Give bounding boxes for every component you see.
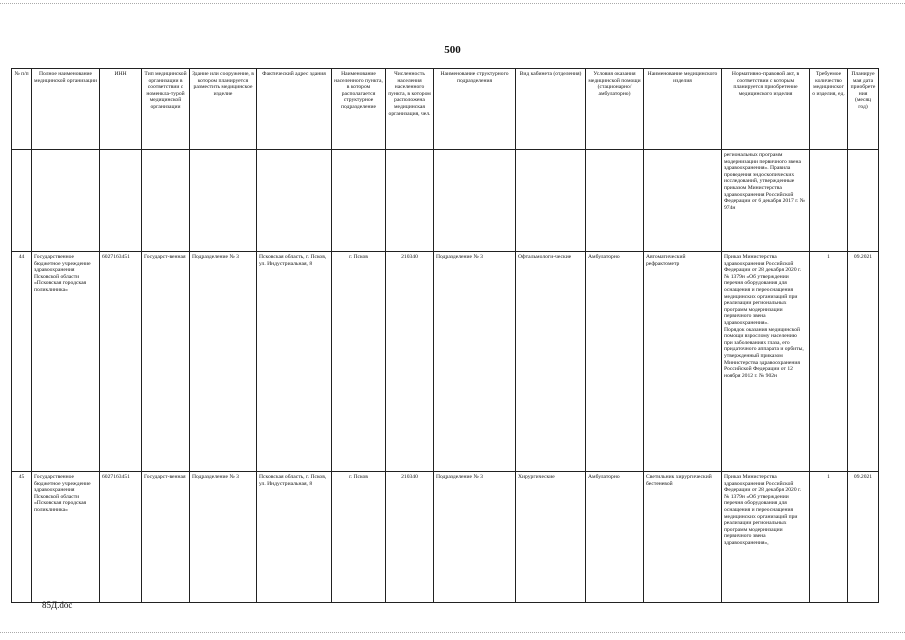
col-header-org: Полное наименование медицинской организации <box>32 69 100 150</box>
legal-act-part-1: Приказ Министерства здравоохранения Российской Федерации от 28 декабря 2020 г. № 1379н «Об утверждении перечня оборудования для оснащения и переоснащения медицинских организаций при реализации региональных программ модернизации первичного звена здравоохранения». <box>724 254 802 326</box>
cell-device: Светильник хирургический бестеневой <box>644 472 722 603</box>
cell-population: 210340 <box>386 252 434 472</box>
cell-legal-act <box>722 472 810 603</box>
cell-type: Государст-венная <box>142 472 190 603</box>
cell-locality: г. Псков <box>332 252 386 472</box>
cell-address: Псковская область, г. Псков, ул. Индустриальная, 8 <box>257 252 332 472</box>
scan-edge-bottom <box>0 632 905 634</box>
cell-num: 44 <box>12 252 32 472</box>
col-header-address: Фактический адрес здания <box>257 69 332 150</box>
footer-filename: 85Д.doc <box>42 600 73 610</box>
col-header-cabinet: Вид кабинета (отделения) <box>516 69 586 150</box>
col-header-legal-act: Нормативно-правовой акт, в соответствии с которым планируется приобретение медицинского изделия <box>722 69 810 150</box>
col-header-building: Здание или сооружение, в котором планируется разместить медицинское изделие <box>190 69 257 150</box>
cell-population: 210340 <box>386 472 434 603</box>
cell-cabinet: Офтальмологи-ческие <box>516 252 586 472</box>
cell-subdivision: Подразделение № 3 <box>434 472 516 603</box>
table-row-continuation <box>12 150 879 252</box>
cell-date: 09.2021 <box>848 252 879 472</box>
equipment-table <box>11 68 879 603</box>
cell-inn: 6027163451 <box>100 252 142 472</box>
cell-org: Государственное бюджетное учреждение здравоохранения Псковской области «Псковская городская поликлиника» <box>32 252 100 472</box>
cell-building: Подразделение № 3 <box>190 252 257 472</box>
cell-qty: 1 <box>810 252 848 472</box>
col-header-num: № п/п <box>12 69 32 150</box>
scan-edge-top <box>0 3 905 5</box>
cell-address: Псковская область, г. Псков, ул. Индустриальная, 8 <box>257 472 332 603</box>
cell-conditions: Амбулаторно <box>586 252 644 472</box>
cell-qty: 1 <box>810 472 848 603</box>
cell-legal-act <box>722 252 810 472</box>
col-header-date: Планируемая дата приобретения (месяц год) <box>848 69 879 150</box>
page-number: 500 <box>444 44 461 56</box>
legal-act-part-1: Приказ Министерства здравоохранения Российской Федерации от 28 декабря 2020 г. № 1379н «Об утверждении перечня оборудования для оснащения и переоснащения медицинских организаций при реализации региональных программ модернизации первичного звена здравоохранения», <box>724 474 802 546</box>
cell-date: 09.2021 <box>848 472 879 603</box>
cell-legal-act: региональных программ модернизации первичного звена здравоохранения». Правила проведения эндоскопических исследований, утвержденные приказом Министерства здравоохранения Российской Федерации от 6 декабря 2017 г. № 974н <box>722 150 810 252</box>
cell-type: Государст-венная <box>142 252 190 472</box>
table-row <box>12 252 879 472</box>
cell-conditions: Амбулаторно <box>586 472 644 603</box>
table-row <box>12 472 879 603</box>
col-header-locality: Наименование населенного пункта, в котором располагается структурное подразделение <box>332 69 386 150</box>
col-header-subdivision: Наименование структурного подразделения <box>434 69 516 150</box>
cell-org: Государственное бюджетное учреждение здравоохранения Псковской области «Псковская городская поликлиника» <box>32 472 100 603</box>
col-header-type: Тип медицинской организации в соответствии с номенкла-турой медицинской организации <box>142 69 190 150</box>
cell-num: 45 <box>12 472 32 603</box>
legal-act-part-2: Порядок оказания медицинской помощи взрослому населению при заболеваниях глаза, его придаточного аппарата и орбиты, утвержденный приказом Министерства здравоохранения Российской Федерации от 12 ноября 2012 г. № 902н <box>724 326 804 379</box>
col-header-device: Наименование медицинского изделия <box>644 69 722 150</box>
col-header-inn: ИНН <box>100 69 142 150</box>
col-header-qty: Требуемое количество медицинского изделия, ед. <box>810 69 848 150</box>
cell-locality: г. Псков <box>332 472 386 603</box>
cell-cabinet: Хирургические <box>516 472 586 603</box>
cell-device: Автоматический рефрактометр <box>644 252 722 472</box>
cell-building: Подразделение № 3 <box>190 472 257 603</box>
col-header-population: Численность населения населенного пункта, в котором расположена медицинская организация, чел. <box>386 69 434 150</box>
cell-subdivision: Подразделение № 3 <box>434 252 516 472</box>
cell-inn: 6027163451 <box>100 472 142 603</box>
header-row <box>12 69 879 150</box>
col-header-conditions: Условия оказания медицинской помощи (стационарно/ амбулаторно) <box>586 69 644 150</box>
